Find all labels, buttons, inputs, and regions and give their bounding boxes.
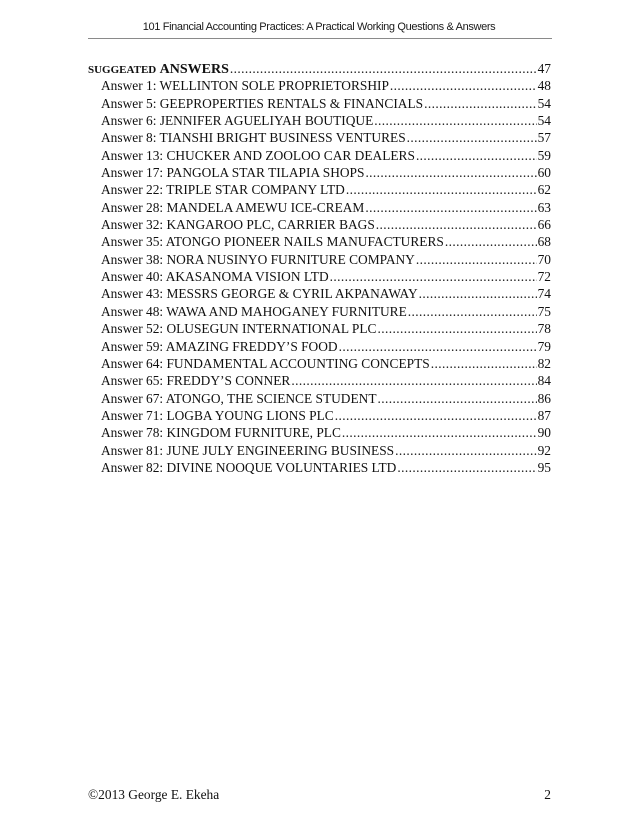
toc-entry-label: Answer 13: CHUCKER AND ZOOLOO CAR DEALERS: [101, 147, 415, 163]
toc-entry[interactable]: [88, 181, 551, 198]
page-footer: [88, 787, 551, 803]
toc-entry[interactable]: [88, 147, 551, 164]
toc-entry-label: Answer 71: LOGBA YOUNG LIONS PLC: [101, 407, 334, 423]
dot-leader: [407, 129, 537, 146]
toc-entry-label: Answer 35: ATONGO PIONEER NAILS MANUFACTURERS: [101, 234, 444, 250]
toc-entry-label: Answer 5: GEEPROPERTIES RENTALS & FINANCIALS: [101, 95, 424, 111]
toc-entry-label: Answer 82: DIVINE NOOQUE VOLUNTARIES LTD: [101, 459, 397, 475]
toc-entry[interactable]: [88, 233, 551, 250]
toc-entry-label: Answer 40: AKASANOMA VISION LTD: [101, 269, 329, 285]
toc-heading-main: ANSWERS: [159, 62, 229, 77]
toc-page-number: 90: [537, 425, 551, 441]
toc-page-number: 54: [537, 95, 551, 111]
toc-page-number: 63: [537, 199, 551, 215]
toc-entry[interactable]: [88, 459, 551, 476]
header-divider: [88, 38, 552, 39]
dot-leader: [365, 199, 536, 216]
dot-leader: [376, 216, 537, 233]
table-of-contents: [88, 60, 551, 476]
toc-entry[interactable]: [88, 129, 551, 146]
dot-leader: [377, 320, 536, 337]
toc-entry-label: Answer 43: MESSRS GEORGE & CYRIL AKPANAWAY: [101, 286, 418, 302]
toc-entry-label: Answer 67: ATONGO, THE SCIENCE STUDENT: [101, 390, 377, 406]
dot-leader: [374, 112, 536, 129]
toc-page-number: 74: [537, 286, 551, 302]
dot-leader: [395, 442, 536, 459]
toc-entry[interactable]: [88, 303, 551, 320]
dot-leader: [365, 164, 536, 181]
toc-page-number: 92: [537, 442, 551, 458]
dot-leader: [230, 60, 537, 77]
toc-page-number: 72: [537, 269, 551, 285]
dot-leader: [330, 268, 537, 285]
toc-entry-label: Answer 38: NORA NUSINYO FURNITURE COMPANY: [101, 251, 415, 267]
dot-leader: [335, 407, 537, 424]
toc-heading-prefix: SUGGEATED: [88, 64, 157, 76]
toc-entry-label: Answer 6: JENNIFER AGUELIYAH BOUTIQUE: [101, 113, 374, 129]
toc-entry-label: Answer 32: KANGAROO PLC, CARRIER BAGS: [101, 217, 375, 233]
toc-page-number: 68: [537, 234, 551, 250]
running-header: 101 Financial Accounting Practices: A Practical Working Questions & Answers: [142, 21, 496, 33]
toc-page-number: 86: [537, 390, 551, 406]
dot-leader: [378, 390, 537, 407]
toc-entry[interactable]: [88, 372, 551, 389]
toc-entry[interactable]: [88, 112, 551, 129]
toc-entry[interactable]: [88, 320, 551, 337]
toc-page-number: 48: [537, 78, 551, 94]
toc-entry-label: Answer 65: FREDDY’S CONNER: [101, 373, 291, 389]
toc-entry-label: Answer 48: WAWA AND MAHOGANEY FURNITURE: [101, 303, 407, 319]
dot-leader: [342, 424, 537, 441]
toc-entry-label: Answer 52: OLUSEGUN INTERNATIONAL PLC: [101, 321, 377, 337]
toc-page-number: 78: [537, 321, 551, 337]
dot-leader: [339, 338, 537, 355]
toc-entry[interactable]: [88, 407, 551, 424]
toc-entry-label: Answer 8: TIANSHI BRIGHT BUSINESS VENTURES: [101, 130, 406, 146]
toc-entry-label: Answer 17: PANGOLA STAR TILAPIA SHOPS: [101, 165, 365, 181]
toc-entry[interactable]: [88, 355, 551, 372]
toc-entry-label: Answer 59: AMAZING FREDDY’S FOOD: [101, 338, 338, 354]
toc-page-number: 60: [537, 165, 551, 181]
toc-entry-label: Answer 81: JUNE JULY ENGINEERING BUSINESS: [101, 442, 395, 458]
toc-page-number: 84: [537, 373, 551, 389]
toc-page-number: 59: [537, 147, 551, 163]
copyright-notice: ©2013 George E. Ekeha: [88, 787, 220, 802]
dot-leader: [445, 233, 537, 250]
dot-leader: [291, 372, 536, 389]
toc-entry[interactable]: [88, 268, 551, 285]
toc-entry[interactable]: [88, 95, 551, 112]
toc-entry-label: Answer 64: FUNDAMENTAL ACCOUNTING CONCEPTS: [101, 355, 430, 371]
toc-entry[interactable]: [88, 216, 551, 233]
toc-page-number: 54: [537, 113, 551, 129]
toc-section-heading[interactable]: [88, 60, 551, 77]
toc-entry[interactable]: [88, 285, 551, 302]
toc-entry[interactable]: [88, 77, 551, 94]
dot-leader: [416, 147, 537, 164]
toc-page-number: 66: [537, 217, 551, 233]
dot-leader: [390, 77, 537, 94]
dot-leader: [408, 303, 537, 320]
toc-entry-label: Answer 22: TRIPLE STAR COMPANY LTD: [101, 182, 345, 198]
toc-entry[interactable]: [88, 424, 551, 441]
toc-entry-label: Answer 28: MANDELA AMEWU ICE-CREAM: [101, 199, 365, 215]
toc-page-number: 70: [537, 251, 551, 267]
dot-leader: [431, 355, 537, 372]
dot-leader: [424, 95, 537, 112]
dot-leader: [397, 459, 536, 476]
toc-entry[interactable]: [88, 390, 551, 407]
toc-page-number: 79: [537, 338, 551, 354]
toc-entry[interactable]: [88, 442, 551, 459]
dot-leader: [346, 181, 537, 198]
toc-entry[interactable]: [88, 251, 551, 268]
toc-entry-label: Answer 1: WELLINTON SOLE PROPRIETORSHIP: [101, 78, 389, 94]
toc-entry[interactable]: [88, 199, 551, 216]
toc-page-number: 47: [537, 61, 551, 76]
toc-page-number: 62: [537, 182, 551, 198]
toc-entry[interactable]: [88, 338, 551, 355]
toc-page-number: 82: [537, 355, 551, 371]
dot-leader: [419, 285, 537, 302]
toc-page-number: 87: [537, 407, 551, 423]
toc-page-number: 57: [537, 130, 551, 146]
toc-entry[interactable]: [88, 164, 551, 181]
toc-entry-label: Answer 78: KINGDOM FURNITURE, PLC: [101, 425, 341, 441]
page-number: 2: [544, 787, 551, 802]
dot-leader: [416, 251, 537, 268]
toc-page-number: 95: [537, 459, 551, 475]
toc-page-number: 75: [537, 303, 551, 319]
